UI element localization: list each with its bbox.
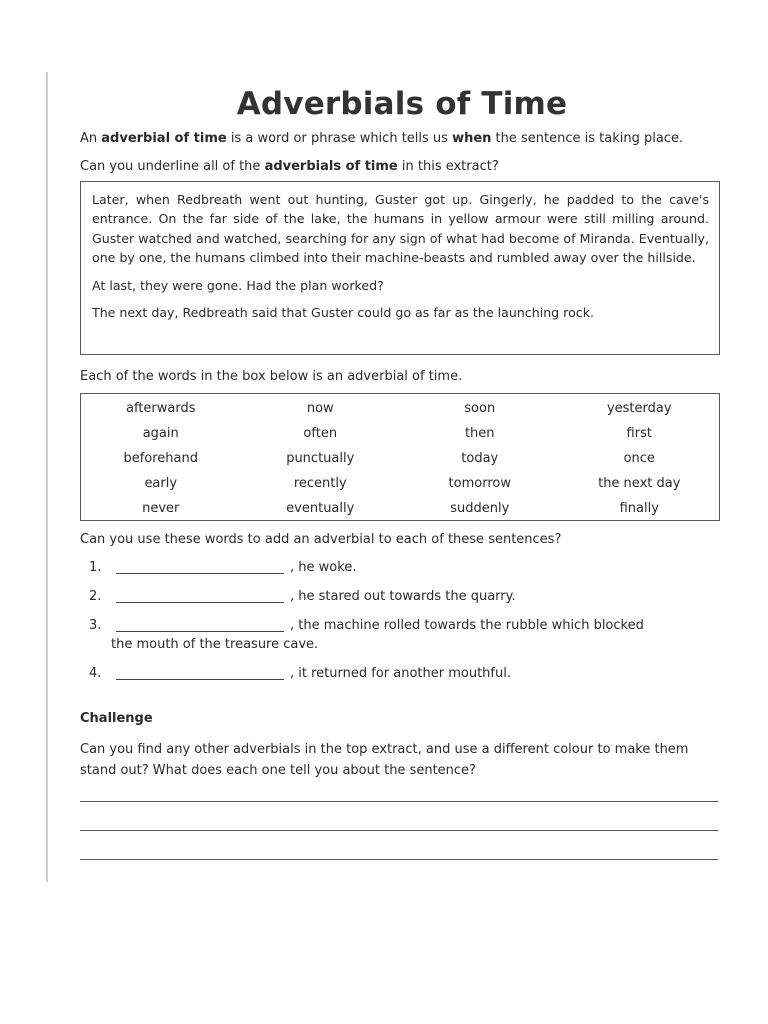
word-cell: early — [144, 476, 178, 491]
word-cell: first — [626, 426, 652, 441]
word-cell: once — [623, 451, 655, 466]
intro-text: An adverbial of time is a word or phrase which tells us when the sentence is taking place. — [80, 131, 684, 146]
word-box — [80, 393, 720, 521]
word-cell: punctually — [286, 451, 355, 466]
sentence-number: 4. — [89, 666, 102, 681]
answer-blank[interactable] — [116, 631, 284, 632]
challenge-text: Can you find any other adverbials in the top extract, and use a different colour to make them stand out? What does each one tell you about the sentence? — [80, 742, 689, 778]
sentence-number: 1. — [89, 560, 102, 575]
question-underline: Can you underline all of the adverbials of time in this extract? — [80, 159, 499, 174]
extract-box — [80, 181, 720, 355]
word-cell: soon — [464, 401, 496, 416]
answer-blank[interactable] — [116, 573, 284, 574]
sentence-text: , it returned for another mouthful. — [290, 666, 511, 681]
sentence-text: , the machine rolled towards the rubble which blocked — [290, 618, 644, 633]
page-title: Adverbials of Time — [236, 86, 568, 122]
word-cell: beforehand — [123, 451, 199, 466]
word-cell: eventually — [286, 501, 355, 516]
word-cell: again — [142, 426, 179, 441]
word-cell: often — [303, 426, 338, 441]
question-add-adverbial: Can you use these words to add an adverbial to each of these sentences? — [80, 532, 562, 547]
answer-blank[interactable] — [116, 679, 284, 680]
sentence-text: , he woke. — [290, 560, 357, 575]
sentence-text: , he stared out towards the quarry. — [290, 589, 516, 604]
sentence-number: 3. — [89, 618, 102, 633]
answer-line[interactable] — [80, 830, 718, 831]
word-box-intro: Each of the words in the box below is an adverbial of time. — [80, 369, 463, 384]
word-cell: then — [464, 426, 495, 441]
word-cell: the next day — [598, 476, 681, 491]
word-cell: never — [142, 501, 180, 516]
challenge-heading: Challenge — [80, 711, 153, 726]
sentence-number: 2. — [89, 589, 102, 604]
answer-line[interactable] — [80, 859, 718, 860]
extract-paragraph: The next day, Redbreath said that Guster could go as far as the launching rock. — [92, 305, 594, 321]
word-cell: recently — [293, 476, 347, 491]
word-cell: yesterday — [606, 401, 672, 416]
answer-line[interactable] — [80, 801, 718, 802]
sentence-continuation: the mouth of the treasure cave. — [111, 637, 319, 652]
extract-paragraph: Later, when Redbreath went out hunting, Guster got up. Gingerly, he padded to the cave's entrance. On the far side of the lake, the humans in yellow armour were still milling around. Guster watched and watched, searching for any sign of what had become of Miranda. Eventually, one by one, the humans climbed into their machine-beasts and rumbled away over the hillside. — [92, 192, 709, 266]
word-cell: suddenly — [450, 501, 510, 516]
word-cell: today — [461, 451, 499, 466]
intro-term: adverbial of time — [101, 131, 227, 146]
word-cell: afterwards — [126, 401, 196, 416]
extract-paragraph: At last, they were gone. Had the plan worked? — [92, 277, 384, 293]
word-cell: finally — [619, 501, 659, 516]
answer-blank[interactable] — [116, 602, 284, 603]
intro-when: when — [452, 131, 492, 146]
word-cell: now — [306, 401, 334, 416]
margin-rule — [46, 72, 48, 882]
word-cell: tomorrow — [448, 476, 511, 491]
